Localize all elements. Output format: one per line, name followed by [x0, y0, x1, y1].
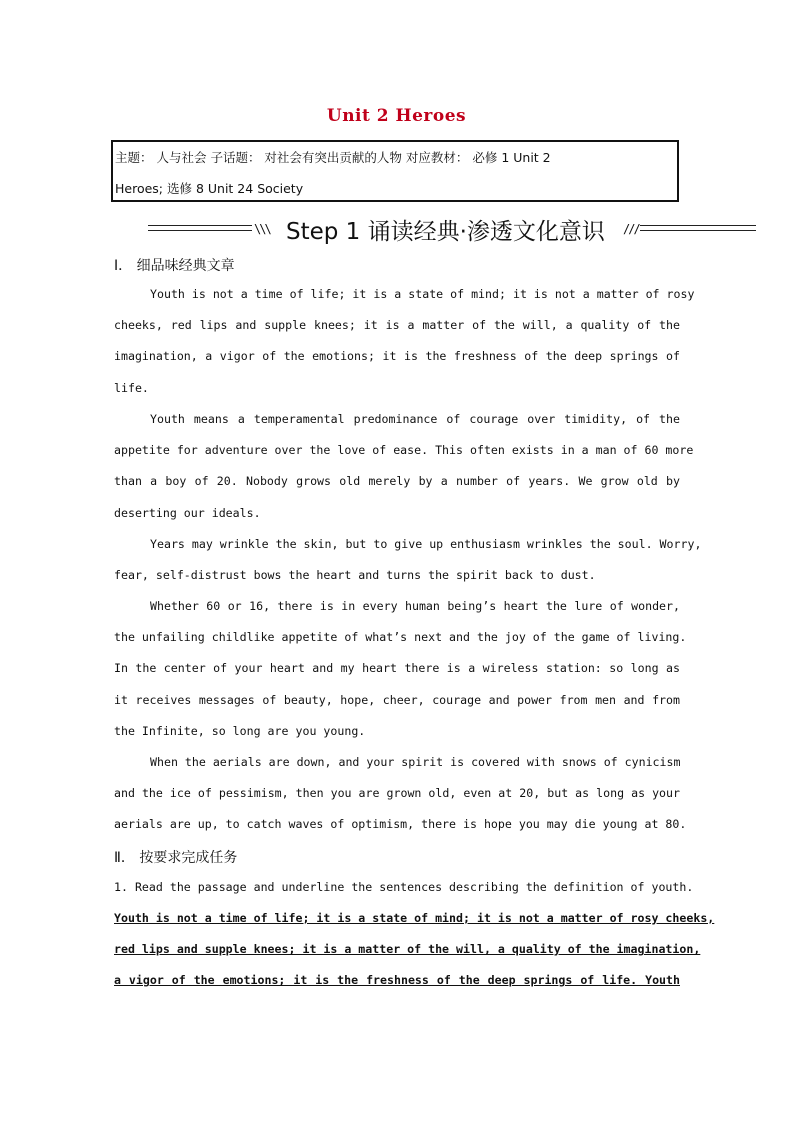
passage-paragraph-5: When the aerials are down, and your spirit is covered with snows of cynicism and the ice of pessimism, then you are grown old, even at 20, but as long as your aerials are up, to catch waves of optimism, there is hope you may die young at 80. [114, 755, 687, 832]
passage-paragraph-3: Years may wrinkle the skin, but to give up enthusiasm wrinkles the soul. Worry, fear, self-distrust bows the heart and turns the spirit back to dust. [114, 537, 702, 583]
page-title: Unit 2 Heroes [326, 106, 467, 126]
banner-title: Step 1 诵读经典·渗透文化意识 [286, 219, 605, 245]
passage-paragraph-4: Whether 60 or 16, there is in every human being’s heart the lure of wonder, the unfailing childlike appetite of what’s next and the joy of the game of living. In the center of your heart and my heart there is a wireless station: so long as it receives messages of beauty, hope, cheer, courage and power from men and from the Infinite, so long are you young. [114, 599, 687, 738]
banner-slash-left-icon: \\\ [254, 222, 270, 236]
task-1-instruction: 1. Read the passage and underline the sentences describing the definition of youth. [114, 880, 694, 894]
banner-rule-left [148, 225, 252, 231]
topic-line-2: Heroes; 选修 8 Unit 24 Society [115, 181, 304, 196]
section-1-heading: Ⅰ． 细品味经典文章 [114, 258, 235, 274]
topic-line-1: 主题： 人与社会 子话题： 对社会有突出贡献的人物 对应教材： 必修 1 Unit 2 [115, 150, 551, 165]
step-banner [0, 212, 793, 246]
answer-line: red lips and supple knees; it is a matter of the will, a quality of the imagination, [114, 942, 701, 957]
answer-line: Youth is not a time of life; it is a state of mind; it is not a matter of rosy cheeks, [114, 911, 715, 925]
banner-rule-right [640, 225, 756, 231]
topic-info-box [111, 140, 679, 202]
section-2-heading: Ⅱ． 按要求完成任务 [114, 850, 238, 866]
answer-line: a vigor of the emotions; it is the freshness of the deep springs of life. Youth [114, 973, 680, 988]
passage-paragraph-2: Youth means a temperamental predominance of courage over timidity, of the appetite for adventure over the love of ease. This often exists in a man of 60 more than a boy of 20. Nobody grows old merely by a number of years. We grow old by deserting our ideals. [114, 412, 694, 520]
answer-underlined-text [114, 903, 715, 997]
passage-paragraph-1: Youth is not a time of life; it is a state of mind; it is not a matter of rosy cheeks, red lips and supple knees; it is a matter of the will, a quality of the imagination, a vigor of the emotions; it is the freshness of the deep springs of life. [114, 287, 695, 395]
banner-slash-right-icon: /// [623, 222, 639, 236]
